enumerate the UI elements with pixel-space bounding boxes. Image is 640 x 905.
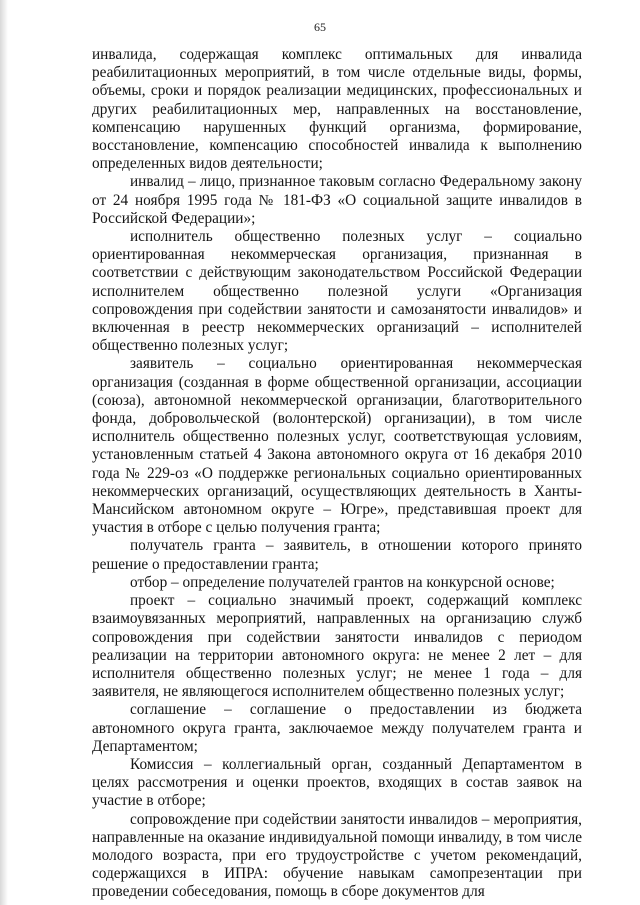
page-number: 65 bbox=[314, 20, 326, 34]
paragraph: исполнитель общественно полезных услуг – социально ориентированная некоммерческая организация, признанная в соответствии с действующим законодательством Российской Федерации исполнителем общественно полезной услуги «Организация сопровождения при содействии занятости и самозанятости инвалидов» и включенная в реестр некоммерческих организаций – исполнителей общественно полезных услуг; bbox=[92, 228, 582, 355]
paragraph: проект – социально значимый проект, содержащий комплекс взаимоувязанных мероприятий, направленных на организацию служб сопровождения при содействии занятости инвалидов с периодом реализации на территории автономного округа: не менее 2 лет – для исполнителя общественно полезных услуг; не менее 1 года – для заявителя, не являющегося исполнителем общественно полезных услуг; bbox=[92, 592, 582, 701]
document-body bbox=[92, 46, 582, 902]
paragraph: получатель гранта – заявитель, в отношении которого принято решение о предоставлении гранта; bbox=[92, 537, 582, 573]
paragraph: отбор – определение получателей грантов на конкурсной основе; bbox=[130, 573, 555, 591]
paragraph: инвалида, содержащая комплекс оптимальных для инвалида реабилитационных мероприятий, в том числе отдельные виды, формы, объемы, сроки и порядок реализации медицинских, профессиональных и других реабилитационных мер, направленных на восстановление, компенсацию нарушенных функций организма, формирование, восстановление, компенсацию способностей инвалида к выполнению определенных видов деятельности; bbox=[92, 46, 582, 173]
scan-edge bbox=[0, 0, 8, 905]
paragraph: заявитель – социально ориентированная некоммерческая организация (созданная в форме общественной организации, ассоциации (союза), автономной некоммерческой организации, благотворительного фонда, добровольческой (волонтерской) организации), в том числе исполнитель общественно полезных услуг, соответствующая условиям, установленным статьей 4 Закона автономного округа от 16 декабря 2010 года № 229-оз «О поддержке региональных социально ориентированных некоммерческих организаций, осуществляющих деятельность в Ханты-Мансийском автономном округе – Югре», представившая проект для участия в отборе с целью получения гранта; bbox=[92, 355, 582, 537]
paragraph: сопровождение при содействии занятости инвалидов – мероприятия, направленные на оказание индивидуальной помощи инвалиду, в том числе молодого возраста, при его трудоустройстве с учетом рекомендаций, содержащихся в ИПРА: обучение навыкам самопрезентации при проведении собеседования, помощь в сборе документов для bbox=[92, 810, 582, 901]
paragraph: Комиссия – коллегиальный орган, созданный Департаментом в целях рассмотрения и оценки проектов, входящих в состав заявок на участие в отборе; bbox=[92, 755, 582, 810]
paragraph: инвалид – лицо, признанное таковым согласно Федеральному закону от 24 ноября 1995 года № 181-ФЗ «О социальной защите инвалидов в Российской Федерации»; bbox=[92, 173, 582, 227]
paragraph: соглашение – соглашение о предоставлении из бюджета автономного округа гранта, заключаемое между получателем гранта и Департаментом; bbox=[92, 701, 582, 755]
